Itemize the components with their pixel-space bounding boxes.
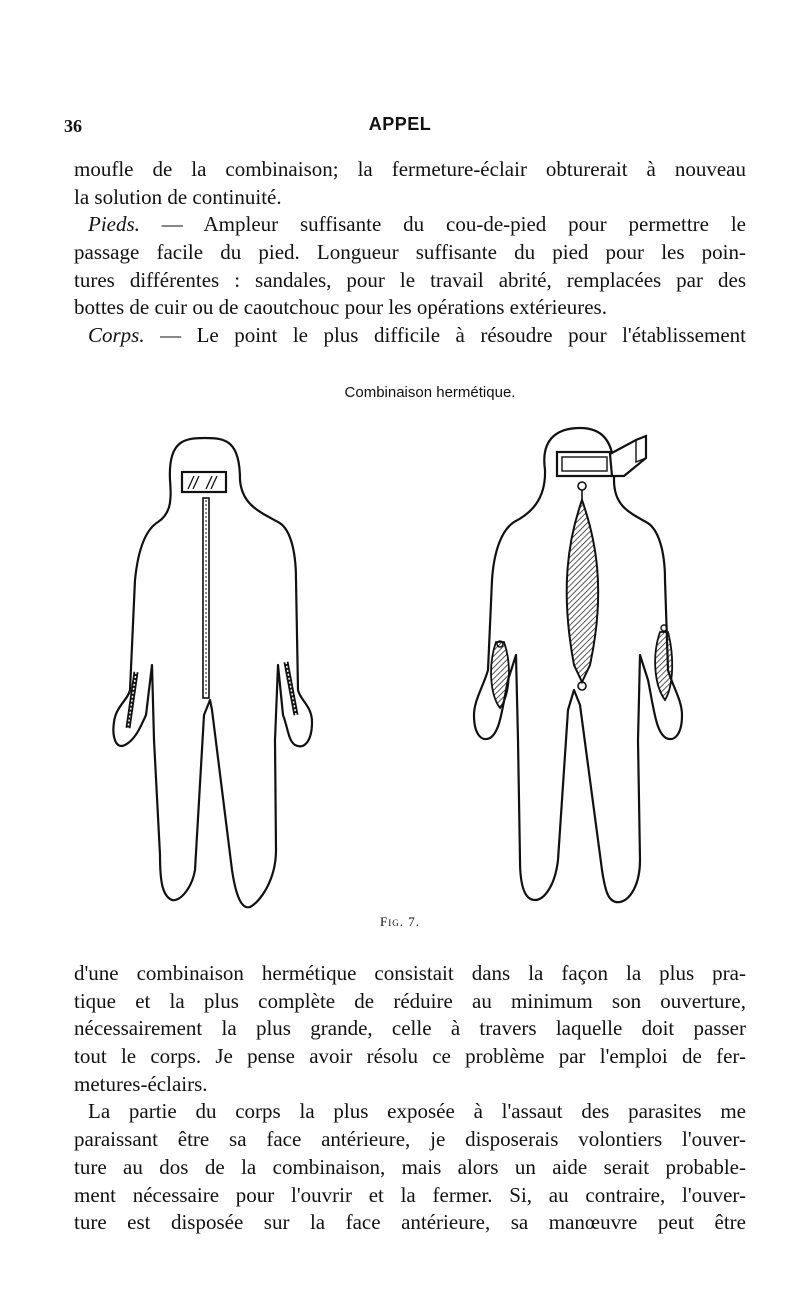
text-line: tique et la plus complète de réduire au minimum son ouverture, [74,988,746,1013]
open-helmet-flap [610,436,646,476]
running-head: APPEL [368,114,432,134]
text-line [74,322,746,350]
text-line: moufle de la combinaison; la fermeture-éclair obturerait à nouveau [74,157,746,181]
bottom-text [74,960,746,1237]
front-zipper [203,498,209,698]
text-line: ment nécessaire pour l'ouvrir et la fermer. Si, au contraire, l'ouver- [74,1182,746,1207]
section-lead-pieds: Pieds. [88,212,140,237]
left-sleeve-opening [491,641,509,708]
text-line: d'une combinaison hermétique consistait dans la façon la plus pra- [74,961,746,985]
page-number: 36 [64,116,82,136]
right-sleeve-zipper [286,662,296,715]
figure-caption: Fig. 7. [380,914,420,929]
suit-face-window [557,452,612,476]
text-line: ture est disposée sur la face antérieure, sa manœuvre peut être [74,1210,746,1235]
text-fragment: — Le point le plus difficile à résoudre pour l'établissement [144,323,746,348]
text-line: bottes de cuir ou de caoutchouc pour les opérations extérieures. [74,295,607,320]
text-line: passage facile du pied. Longueur suffisante du pied pour les poin- [74,240,746,265]
top-text [74,156,746,350]
suit-visor-window [182,472,226,492]
left-sleeve-zipper [128,672,136,728]
text-line: la solution de continuité. [74,184,282,209]
figure-illustration [100,410,700,920]
text-line: tures différentes : sandales, pour le travail abrité, remplacées par des [74,267,746,292]
figure-title: Combinaison hermétique. [344,384,516,401]
right-sleeve-opening [655,625,672,700]
open-front-panel [567,482,599,690]
section-lead-corps: Corps. [88,323,145,348]
text-line [74,211,746,239]
text-line: paraissant être sa face antérieure, je disposerais volontiers l'ouver- [74,1127,746,1152]
text-line: La partie du corps la plus exposée à l'assaut des parasites me [88,1099,746,1124]
text-line: tout le corps. Je pense avoir résolu ce problème par l'emploi de fer- [74,1044,746,1069]
hermetic-suit-front-view [113,438,312,907]
text-line: metures-éclairs. [74,1071,208,1096]
text-fragment: — Ampleur suffisante du cou-de-pied pour permettre le [139,212,746,237]
text-line: ture au dos de la combinaison, mais alors un aide serait probable- [74,1154,746,1179]
text-line: nécessairement la plus grande, celle à travers laquelle doit passer [74,1016,746,1041]
